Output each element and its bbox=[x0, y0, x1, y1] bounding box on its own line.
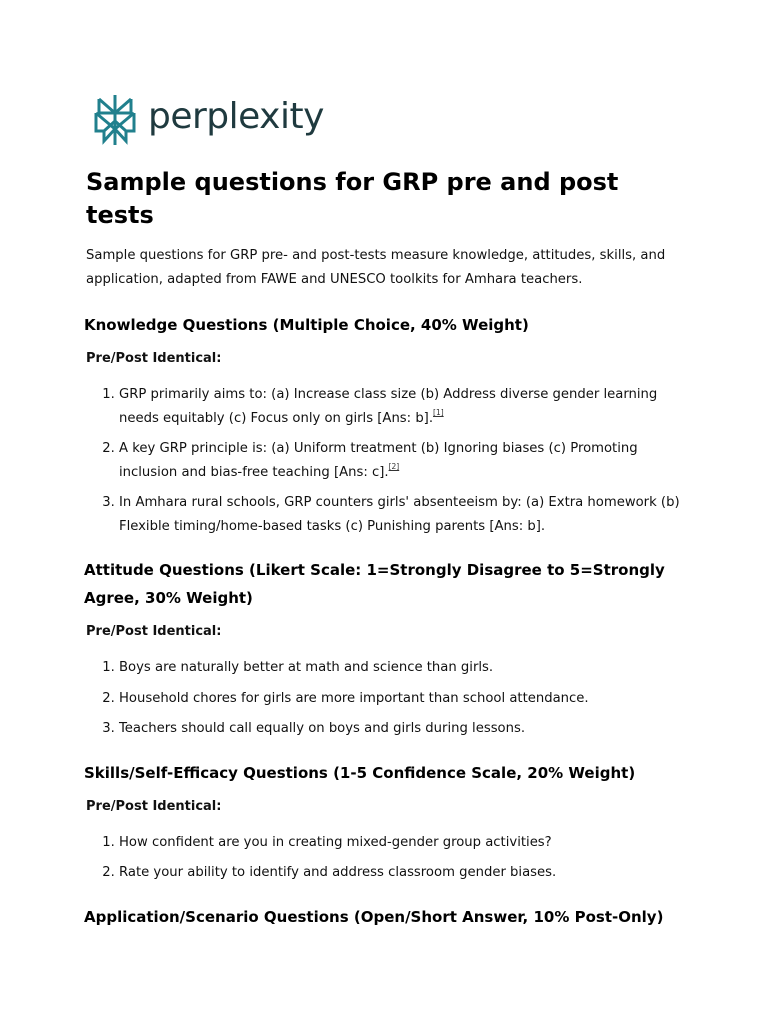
list-item: 3. Teachers should call equally on boys and girls during lessons. bbox=[119, 717, 686, 741]
list-item: 1. How confident are you in creating mixed-gender group activities? bbox=[119, 831, 686, 855]
section-attitude bbox=[86, 556, 686, 741]
logo-wordmark: perplexity bbox=[148, 96, 324, 137]
section-application bbox=[86, 903, 686, 931]
page-title: Sample questions for GRP pre and post tests bbox=[86, 168, 619, 229]
list-item: 1. Boys are naturally better at math and science than girls. bbox=[119, 656, 686, 680]
section-heading: Knowledge Questions (Multiple Choice, 40% Weight) bbox=[84, 316, 529, 334]
section-heading: Attitude Questions (Likert Scale: 1=Strongly Disagree to 5=Strongly Agree, 30% Weight) bbox=[84, 561, 665, 607]
document-body bbox=[86, 166, 686, 931]
question-list bbox=[86, 831, 686, 885]
section-label: Pre/Post Identical: bbox=[86, 351, 222, 366]
question-list bbox=[86, 383, 686, 538]
section-heading: Application/Scenario Questions (Open/Short Answer, 10% Post-Only) bbox=[84, 907, 664, 926]
list-item: 3. In Amhara rural schools, GRP counters girls' absenteeism by: (a) Extra homework (b) Flexible timing/home-based tasks (c) Punishing parents [Ans: b]. bbox=[119, 491, 686, 538]
list-item: 2. A key GRP principle is: (a) Uniform treatment (b) Ignoring biases (c) Promoting inclusion and bias-free teaching [Ans: c].[2] bbox=[119, 437, 686, 484]
section-label: Pre/Post Identical: bbox=[86, 624, 222, 639]
section-skills bbox=[86, 759, 686, 885]
section-heading: Skills/Self-Efficacy Questions (1-5 Confidence Scale, 20% Weight) bbox=[84, 763, 636, 782]
citation-link[interactable]: [2] bbox=[388, 461, 400, 471]
citation-link[interactable]: [1] bbox=[433, 407, 444, 417]
list-item: 1. GRP primarily aims to: (a) Increase class size (b) Address diverse gender learning needs equitably (c) Focus only on girls [Ans: b].[1] bbox=[119, 383, 686, 430]
perplexity-logo bbox=[94, 92, 324, 148]
perplexity-logo-icon bbox=[94, 93, 136, 147]
intro-paragraph: Sample questions for GRP pre- and post-tests measure knowledge, attitudes, skills, and application, adapted from FAWE and UNESCO toolkits for Amhara teachers. bbox=[86, 248, 666, 287]
section-knowledge bbox=[86, 311, 686, 538]
list-item: 2. Rate your ability to identify and address classroom gender biases. bbox=[119, 861, 686, 885]
section-label: Pre/Post Identical: bbox=[86, 798, 222, 814]
list-item: 2. Household chores for girls are more important than school attendance. bbox=[119, 687, 686, 711]
question-list bbox=[86, 656, 686, 741]
